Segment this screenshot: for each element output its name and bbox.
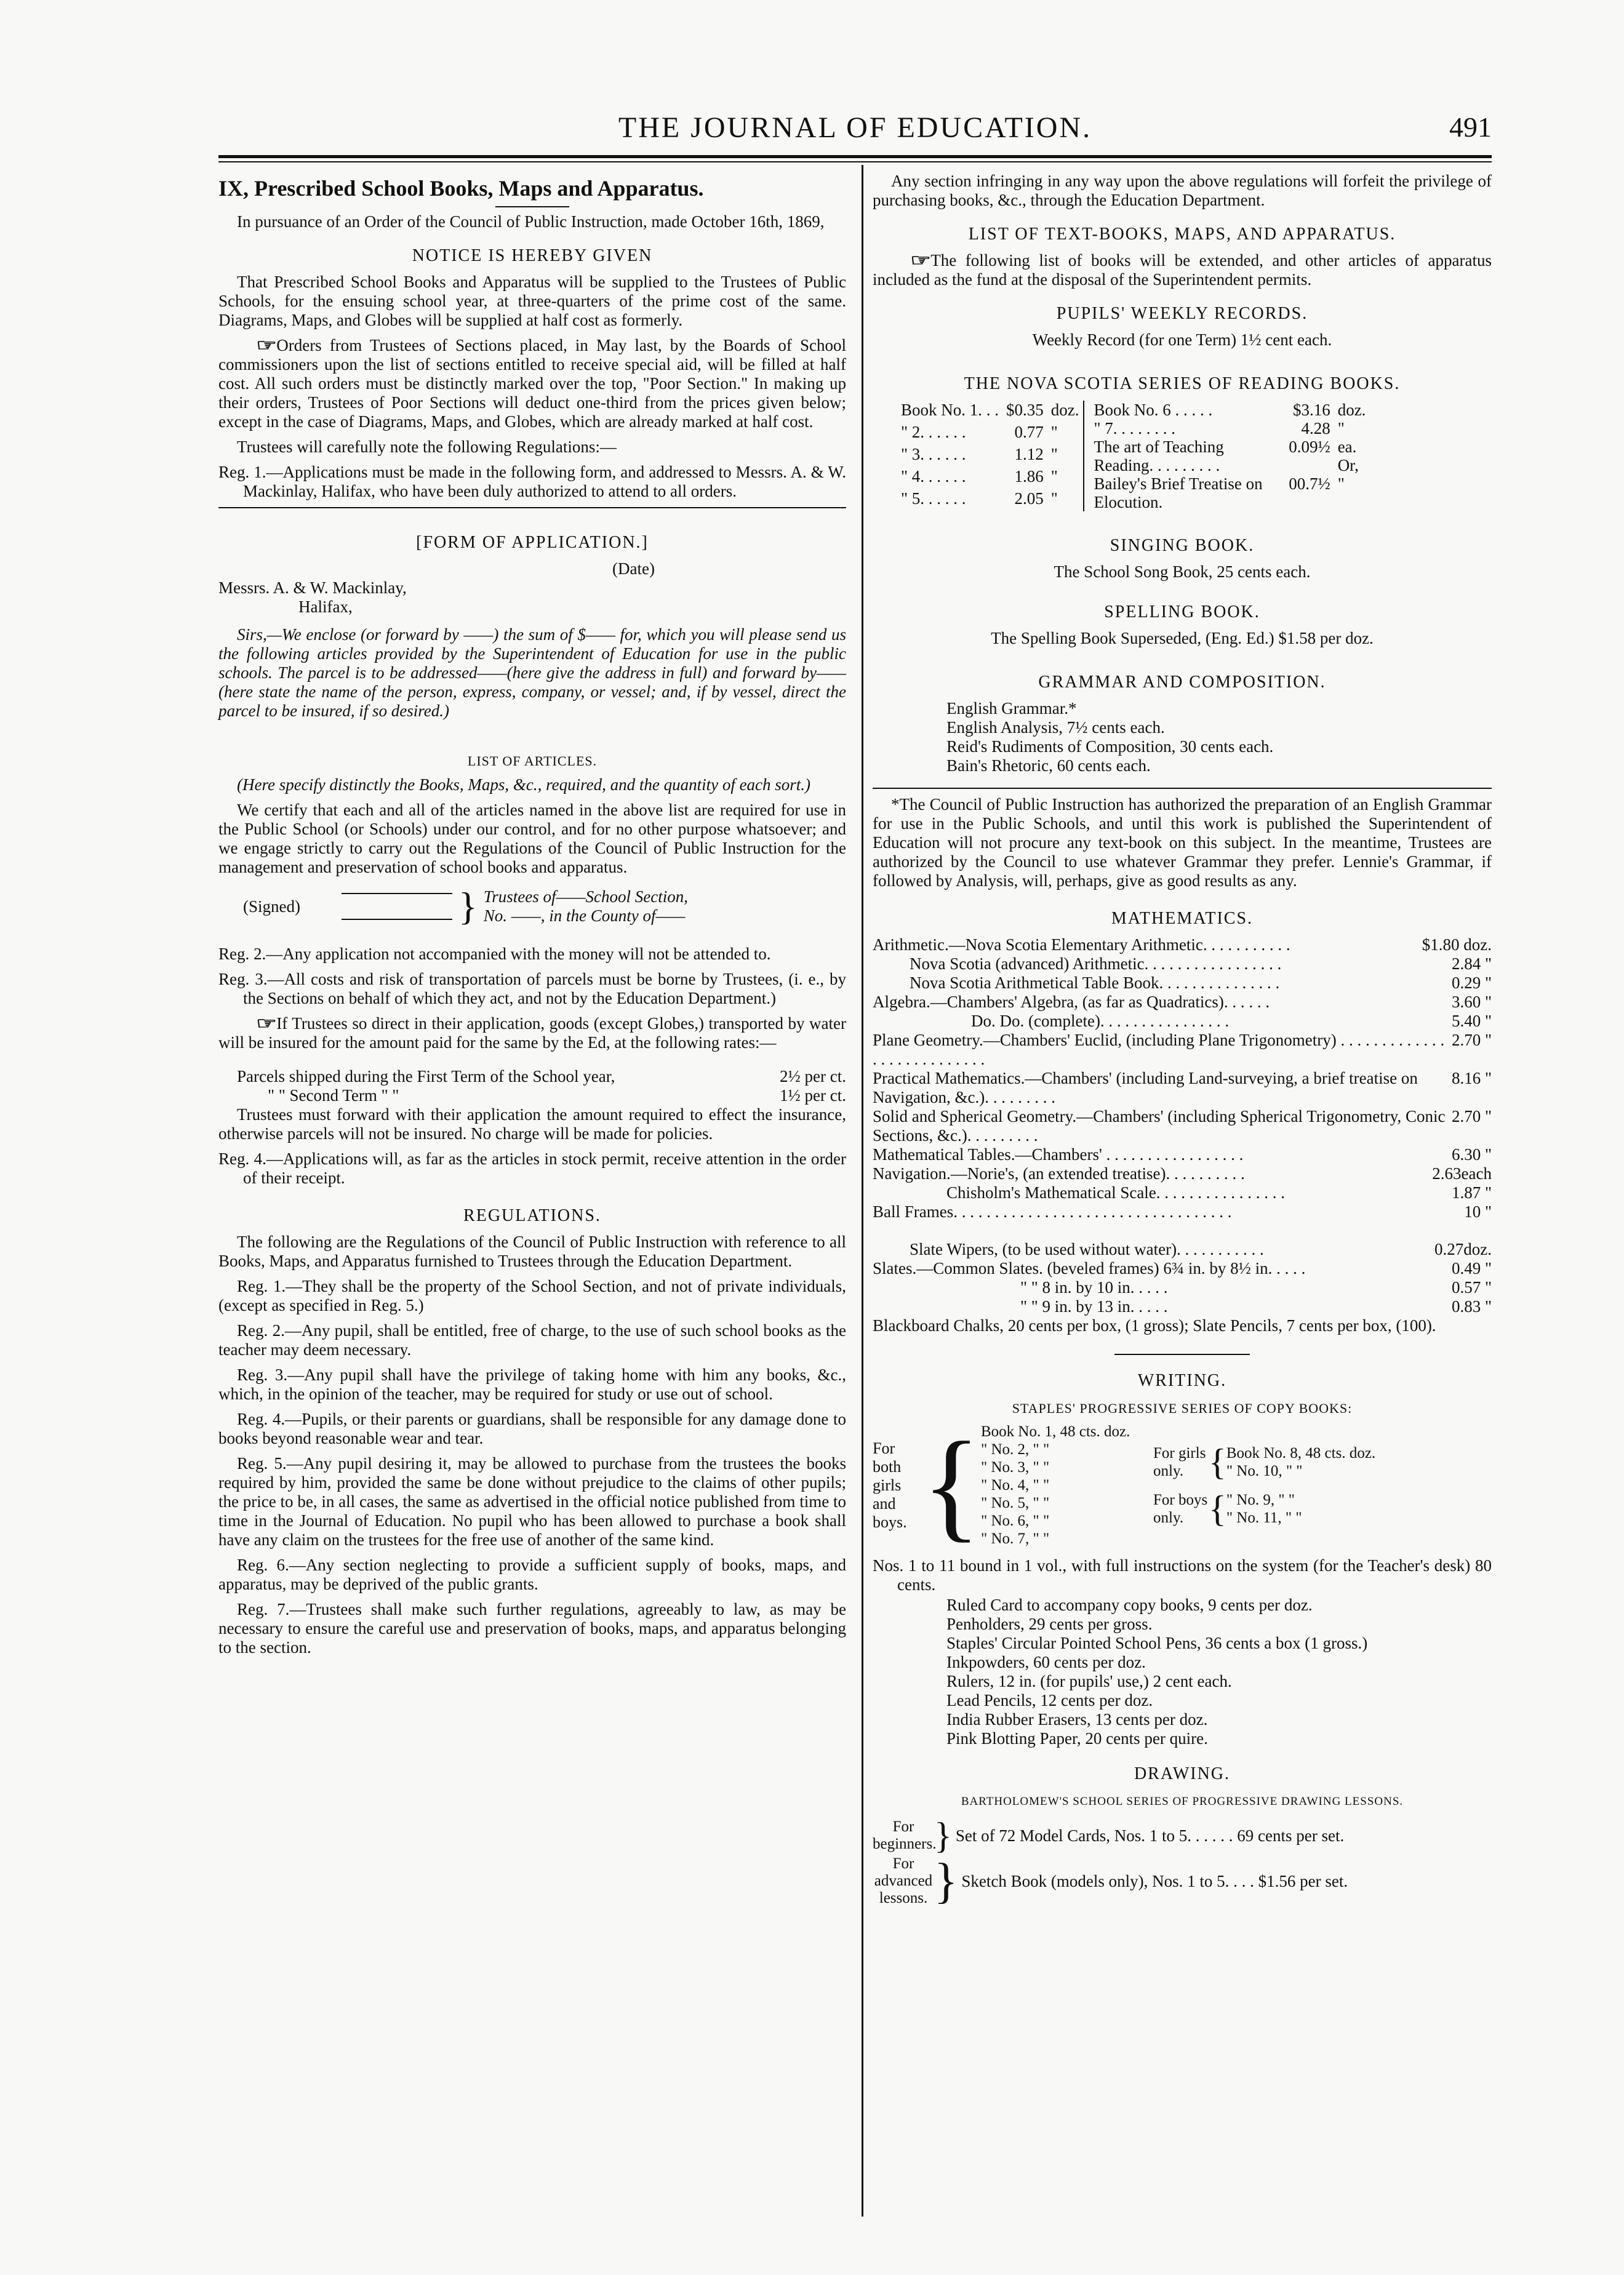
readers-table [897, 401, 1492, 511]
signature-lines [342, 893, 452, 920]
grammar-heading: GRAMMAR AND COMPOSITION. [1038, 673, 1326, 692]
list-item [873, 1012, 1492, 1031]
list-item [873, 1107, 1492, 1145]
list-item: Bain's Rhetoric, 60 cents each. [946, 756, 1151, 775]
brace-icon: } [934, 1815, 952, 1856]
table-row [897, 467, 1084, 489]
poor-section-text: Orders from Trustees of Sections placed, in May last, by the Boards of School commissioners upon the list of sections entitled to receive special aid, will be filled at half cost. All such orders must be distinctly marked over the top, "Poor Section." In making up their orders, Trustees of Poor Sections will deduct one-third from the prices given below; except in the case of Diagrams, Maps, and Globes, which are already marked at half cost. [218, 336, 846, 431]
regulation-3: Reg. 3.—Any pupil shall have the privilege of taking home with him any books, &c., which, in the opinion of the teacher, may be required for study or use out of school. [218, 1365, 846, 1403]
item-label: Practical Mathematics.—Chambers' (including Land-surveying, a brief treatise on Navigation, &c.). . . . . . . . . [873, 1069, 1418, 1106]
trustees-line-2: No. ——, in the County of—— [483, 906, 686, 925]
list-item: " No. 10, " " [1226, 1462, 1303, 1479]
reader-label: " 3. . . . . . [901, 445, 966, 463]
regulation-6: Reg. 6.—Any section neglecting to provide a sufficient supply of books, maps, and apparatus, may be deprived of the public grants. [218, 1556, 846, 1593]
reg-3: Reg. 3.—All costs and risk of transportation of parcels must be borne by Trustees, (i. e., by the Sections on behalf of which they act, and not by the Education Department.) [218, 970, 846, 1007]
reader-price: 1.86 [1014, 467, 1044, 486]
singing-text: The School Song Book, 25 cents each. [1054, 562, 1311, 581]
list-item: Lead Pencils, 12 cents per doz. [946, 1691, 1153, 1709]
list-item: Staples' Circular Pointed School Pens, 36 cents a box (1 gross.) [946, 1634, 1368, 1652]
reader-unit: doz. [1050, 401, 1079, 419]
reader-unit: " [1050, 489, 1058, 508]
list-item: " No. 11, " " [1226, 1509, 1302, 1526]
mathematics-list [873, 935, 1492, 1221]
list-item: Book No. 8, 48 cts. doz. [1226, 1444, 1376, 1461]
item-price: 5.40 " [1451, 1012, 1492, 1030]
column-divider [862, 165, 863, 2217]
readers-heading: THE NOVA SCOTIA SERIES OF READING BOOKS. [964, 374, 1401, 393]
item-label: Slates.—Common Slates. (beveled frames) 6¾ in. by 8½ in. . . . . [873, 1259, 1306, 1277]
staples-heading: STAPLES' PROGRESSIVE SERIES OF COPY BOOKS: [1012, 1401, 1353, 1416]
copy-books-gendered [1153, 1441, 1376, 1529]
item-label: Do. Do. (complete). . . . . . . . . . . . . . . . [971, 1012, 1230, 1030]
reader-price: 0.77 [1014, 423, 1044, 441]
spelling-heading: SPELLING BOOK. [1104, 602, 1260, 622]
list-item [873, 1031, 1492, 1069]
section-title: IX, Prescribed School Books, Maps and Apparatus. [218, 176, 704, 201]
item-price: 0.27doz. [1434, 1240, 1492, 1258]
brace-icon: { [922, 1417, 981, 1553]
weekly-records-heading: PUPILS' WEEKLY RECORDS. [1056, 304, 1308, 323]
item-price: 2.84 " [1451, 954, 1492, 973]
both-label: For both girls and boys. [873, 1439, 907, 1531]
reader-unit: " [1050, 423, 1058, 441]
pointing-hand-icon: ☞ [256, 1014, 278, 1033]
table-row [1090, 419, 1380, 438]
reader-label: " 7. . . . . . . . [1094, 419, 1176, 438]
table-row [1090, 474, 1380, 511]
reader-label: " 5. . . . . . [901, 489, 966, 508]
rate-label: " " Second Term " " [268, 1086, 399, 1105]
list-item [873, 935, 1492, 954]
weekly-records-text: Weekly Record (for one Term) 1½ cent each. [1032, 330, 1332, 349]
item-label: Ball Frames. . . . . . . . . . . . . . . . . . . . . . . . . . . . . . . . . . [873, 1202, 1232, 1221]
item-label: Arithmetic.—Nova Scotia Elementary Arithmetic. . . . . . . . . . . [873, 935, 1290, 954]
form-city: Halifax, [298, 598, 353, 616]
item-label: Plane Geometry.—Chambers' Euclid, (including Plane Trigonometry) . . . . . . . . . . . . . . . . . . . . . . . . . . . [873, 1031, 1445, 1068]
readers-left-table [897, 401, 1084, 511]
item-label: Solid and Spherical Geometry.—Chambers' (including Spherical Trigonometry, Conic Sections, &c.). . . . . . . . . [873, 1107, 1446, 1145]
table-row [897, 489, 1084, 511]
list-item: Inkpowders, 60 cents per doz. [946, 1653, 1146, 1671]
brace-icon: } [934, 1854, 958, 1908]
regulation-5: Reg. 5.—Any pupil desiring it, may be allowed to purchase from the trustees the books required by him, provided the same be done without prejudice to the claims of other pupils; the price to be, in all cases, the same as advertised in the official notice published from time to time in the Journal of Education. No pupil who has been allowed to purchase a book shall have any claim on the trustees for the free use of another of the same kind. [218, 1454, 846, 1549]
certification-text: We certify that each and all of the articles named in the above list are required for use in the Public School (or Schools) under our control, and for no other purpose whatsoever; and we engage strictly to carry out the Regulations of the Council of Public Instruction for the management and preservation of school books and apparatus. [218, 801, 846, 876]
item-label: Mathematical Tables.—Chambers' . . . . . . . . . . . . . . . . . [873, 1145, 1244, 1164]
item-price: 0.83 " [1451, 1297, 1492, 1316]
insurance-forward-text: Trustees must forward with their application the amount required to effect the insurance, otherwise parcels will not be insured. No charge will be made for policies. [218, 1105, 846, 1143]
signed-label: (Signed) [243, 897, 300, 916]
insurance-text [218, 1014, 846, 1052]
list-item [873, 1297, 1492, 1316]
list-of-articles-heading: LIST OF ARTICLES. [467, 753, 598, 769]
right-column [873, 169, 1492, 1907]
reg-1: Reg. 1.—Applications must be made in the following form, and addressed to Messrs. A. & W. Mackinlay, Halifax, who have been duly authorized to attend to all orders. [218, 463, 846, 500]
list-item: Penholders, 29 cents per gross. [946, 1615, 1153, 1633]
insurance-rates [218, 1067, 846, 1105]
pointing-hand-icon: ☞ [256, 336, 278, 354]
table-row [1090, 401, 1380, 419]
item-price: 8.16 " [1451, 1069, 1492, 1087]
list-item: " No. 5, " " [981, 1495, 1050, 1511]
advanced-label: For advanced lessons. [874, 1855, 933, 1906]
girls-books [1226, 1444, 1375, 1480]
item-price: 0.29 " [1451, 974, 1492, 992]
reg-4: Reg. 4.—Applications will, as far as the articles in stock permit, receive attention in the order of their receipt. [218, 1149, 846, 1187]
reg-2: Reg. 2.—Any application not accompanied with the money will not be attended to. [218, 945, 771, 963]
item-price: 2.63each [1432, 1164, 1492, 1183]
list-item: " No. 2, " " [981, 1441, 1050, 1458]
form-heading: [FORM OF APPLICATION.] [416, 533, 649, 552]
advanced-item: Sketch Book (models only), Nos. 1 to 5. . . . $1.56 per set. [961, 1871, 1348, 1890]
divider [1114, 1354, 1250, 1355]
reader-unit: doz. [1337, 401, 1366, 419]
list-item: " No. 6, " " [981, 1513, 1050, 1529]
regulations-note: Trustees will carefully note the following Regulations:— [237, 438, 617, 456]
form-date: (Date) [612, 559, 655, 578]
list-title: LIST OF TEXT-BOOKS, MAPS, AND APPARATUS. [968, 225, 1396, 244]
list-item: English Grammar.* [946, 699, 1077, 718]
intro-text: In pursuance of an Order of the Council of Public Instruction, made October 16th, 1869, [237, 212, 825, 231]
grammar-list [873, 699, 1492, 775]
list-item [873, 1145, 1492, 1164]
trustees-lines [484, 887, 688, 926]
divider [218, 507, 846, 508]
item-label: Navigation.—Norie's, (an extended treatise). . . . . . . . . . [873, 1164, 1245, 1183]
list-item: " No. 3, " " [981, 1459, 1050, 1476]
notice-heading: NOTICE IS HEREBY GIVEN [412, 246, 653, 265]
reader-label: The art of Teaching Reading. . . . . . . . . [1094, 438, 1224, 474]
table-row [897, 445, 1084, 467]
list-item: Pink Blotting Paper, 20 cents per quire. [946, 1729, 1208, 1748]
readers-right-table [1090, 401, 1380, 511]
chalk-text: Blackboard Chalks, 20 cents per box, (1 gross); Slate Pencils, 7 cents per box, (100). [873, 1316, 1436, 1335]
beginners-item: Set of 72 Model Cards, Nos. 1 to 5. . . . . . 69 cents per set. [955, 1826, 1345, 1845]
pointing-hand-icon: ☞ [910, 251, 932, 270]
reader-price: 4.28 [1301, 419, 1330, 438]
item-price: 2.70 " [1451, 1107, 1492, 1126]
reader-price: $3.16 [1292, 401, 1330, 419]
reader-unit: " [1337, 419, 1345, 438]
list-item: English Analysis, 7½ cents each. [946, 718, 1165, 737]
list-item [873, 1202, 1492, 1221]
regulations-intro: The following are the Regulations of the Council of Public Instruction with reference to all Books, Maps, and Apparatus furnished to Trustees through the Education Department. [218, 1233, 846, 1270]
singing-heading: SINGING BOOK. [1110, 536, 1255, 555]
list-note: (Here specify distinctly the Books, Maps, &c., required, and the quantity of each sort.) [237, 775, 811, 794]
list-item [873, 993, 1492, 1012]
item-label: Nova Scotia Arithmetical Table Book. . . . . . . . . . . . . . . [910, 974, 1280, 992]
reader-label: Book No. 6 . . . . . [1094, 401, 1213, 419]
item-price: 6.30 " [1451, 1145, 1492, 1164]
slates-list [873, 1240, 1492, 1316]
item-price: 0.49 " [1451, 1259, 1492, 1277]
infringe-text: Any section infringing in any way upon the above regulations will forfeit the privilege of purchasing books, &c., through the Education Department. [873, 172, 1492, 209]
reader-price: 00.7½ [1289, 474, 1330, 493]
journal-title: THE JOURNAL OF EDUCATION. [618, 111, 1092, 144]
list-item [873, 974, 1492, 993]
left-column [218, 169, 846, 1663]
boys-group [1153, 1490, 1375, 1527]
item-label: Slate Wipers, (to be used without water). . . . . . . . . . . [910, 1240, 1264, 1258]
item-label: Nova Scotia (advanced) Arithmetic. . . . . . . . . . . . . . . . . [910, 954, 1282, 973]
table-row [897, 401, 1084, 423]
brace-icon: } [458, 884, 478, 928]
list-item: Rulers, 12 in. (for pupils' use,) 2 cent each. [946, 1672, 1232, 1690]
boys-label: For boys only. [1153, 1491, 1208, 1526]
drawing-heading: DRAWING. [1134, 1764, 1231, 1783]
reader-price: 0.09½ [1289, 438, 1330, 456]
brace-icon: { [1209, 1441, 1226, 1482]
list-item [873, 1240, 1492, 1259]
page-header [218, 111, 1492, 157]
item-price: 2.70 " [1451, 1031, 1492, 1049]
spelling-text: The Spelling Book Superseded, (Eng. Ed.) $1.58 per doz. [991, 629, 1374, 647]
item-label: Chisholm's Mathematical Scale. . . . . . . . . . . . . . . . [946, 1183, 1286, 1202]
list-item: " No. 9, " " [1226, 1491, 1295, 1508]
reader-label: Bailey's Brief Treatise on Elocution. [1094, 474, 1263, 511]
writing-heading: WRITING. [1137, 1371, 1227, 1390]
writing-supplies [873, 1556, 1492, 1748]
item-price: 0.57 " [1451, 1278, 1492, 1297]
copy-books-both [981, 1423, 1141, 1548]
reader-unit: ea. Or, [1337, 438, 1359, 474]
list-item: Nos. 1 to 11 bound in 1 vol., with full instructions on the system (for the Teacher's desk) 80 cents. [873, 1556, 1492, 1594]
boys-books [1226, 1491, 1302, 1527]
reader-label: " 4. . . . . . [901, 467, 966, 486]
rate-label: Parcels shipped during the First Term of the School year, [237, 1067, 615, 1086]
table-row [1090, 438, 1380, 474]
divider [495, 206, 569, 207]
item-price: 3.60 " [1451, 993, 1492, 1011]
mathematics-heading: MATHEMATICS. [1111, 909, 1254, 928]
item-price: $1.80 doz. [1422, 935, 1492, 954]
beginners-label: For beginners. [873, 1818, 937, 1852]
list-item: " No. 4, " " [981, 1477, 1050, 1493]
regulations-heading: REGULATIONS. [463, 1206, 601, 1225]
insurance-body: If Trustees so direct in their application, goods (except Globes,) transported by water will be insured for the amount paid for the same by the Ed, at the following rates:— [218, 1014, 846, 1052]
trustees-line-1: Trustees of——School Section, [483, 887, 688, 906]
reader-label: " 2. . . . . . [901, 423, 966, 441]
item-label: Algebra.—Chambers' Algebra, (as far as Quadratics). . . . . . [873, 993, 1270, 1011]
reader-unit: " [1050, 467, 1058, 486]
item-label: " " 9 in. by 13 in. . . . . [1020, 1297, 1168, 1316]
brace-icon: { [1209, 1488, 1226, 1529]
list-item: India Rubber Erasers, 13 cents per doz. [946, 1710, 1208, 1729]
signature-block [243, 884, 846, 928]
rate-row [218, 1067, 846, 1086]
copy-books-block [873, 1417, 1492, 1553]
table-row [897, 423, 1084, 445]
reader-price: $0.35 [1006, 401, 1044, 419]
list-item: Reid's Rudiments of Composition, 30 cents each. [946, 737, 1274, 756]
reader-price: 2.05 [1014, 489, 1044, 508]
list-item: " No. 7, " " [981, 1530, 1050, 1547]
list-item [873, 1183, 1492, 1202]
list-intro [873, 251, 1492, 289]
regulation-1: Reg. 1.—They shall be the property of the School Section, and not of private individuals, (except as specified in Reg. 5.) [218, 1277, 846, 1314]
rate-value: 1½ per ct. [780, 1086, 846, 1105]
writing-sublist [873, 1596, 1492, 1748]
reader-unit: " [1337, 474, 1345, 493]
drawing-beginners [873, 1816, 1492, 1855]
page-number: 491 [1449, 111, 1492, 143]
regulation-4: Reg. 4.—Pupils, or their parents or guardians, shall be responsible for any damage done to books beyond reasonable wear and tear. [218, 1410, 846, 1447]
list-item [873, 1278, 1492, 1297]
list-item: Ruled Card to accompany copy books, 9 cents per doz. [946, 1596, 1313, 1614]
girls-group [1153, 1441, 1376, 1482]
rate-value: 2½ per ct. [780, 1067, 846, 1086]
regulation-2: Reg. 2.—Any pupil, shall be entitled, free of charge, to the use of such school books as the teacher may deem necessary. [218, 1321, 846, 1359]
header-rule [218, 155, 1492, 158]
list-intro-text: The following list of books will be extended, and other articles of apparatus included as the fund at the disposal of the Superintendent permits. [873, 251, 1492, 289]
drawing-advanced [873, 1855, 1492, 1907]
item-label: " " 8 in. by 10 in. . . . . [1020, 1278, 1168, 1297]
notice-paragraph: That Prescribed School Books and Apparatus will be supplied to the Trustees of Public Schools, for the ensuing school year, at three-quarters of the prime cost of the same. Diagrams, Maps, and Globes will be supplied at half cost as formerly. [218, 273, 846, 329]
form-addressee: Messrs. A. & W. Mackinlay, [218, 578, 407, 597]
reader-price: 1.12 [1014, 445, 1044, 463]
regulation-7: Reg. 7.—Trustees shall make such further regulations, agreeably to law, as may be necessary to ensure the careful use and preservation of books, maps, and apparatus belonging to the section. [218, 1600, 846, 1657]
poor-section-paragraph [218, 336, 846, 431]
list-item [873, 954, 1492, 974]
item-price: 10 " [1464, 1202, 1492, 1221]
bartholomew-heading: BARTHOLOMEW'S SCHOOL SERIES OF PROGRESSIVE DRAWING LESSONS. [961, 1795, 1404, 1808]
list-item [873, 1259, 1492, 1278]
list-item [873, 1164, 1492, 1183]
reader-unit: " [1050, 445, 1058, 463]
rate-row [218, 1086, 846, 1105]
list-item [873, 1069, 1492, 1107]
form-body: Sirs,—We enclose (or forward by ——) the sum of $—— for, which you will please send us the following articles provided by the Superintendent of Education for use in the public schools. The parcel is to be addressed——(here give the address in full) and forward by——(here state the name of the person, express, company, or vessel; and, if by vessel, direct the parcel to be insured, if so desired.) [218, 625, 846, 720]
reader-label: Book No. 1. . . [901, 401, 999, 419]
item-price: 1.87 " [1451, 1183, 1492, 1202]
divider [873, 788, 1492, 789]
grammar-note: *The Council of Public Instruction has authorized the preparation of an English Grammar for use in the Public Schools, and until this work is published the Superintendent of Education will not procure any text-book on this subject. In the meantime, Trustees are authorized by the Council to use whatever Grammar they prefer. Lennie's Grammar, if followed by Analysis, will, perhaps, give as good results as any. [873, 795, 1492, 890]
list-item: Book No. 1, 48 cts. doz. [981, 1423, 1130, 1440]
girls-label: For girls only. [1153, 1444, 1206, 1479]
header-rule-thin [218, 161, 1492, 162]
